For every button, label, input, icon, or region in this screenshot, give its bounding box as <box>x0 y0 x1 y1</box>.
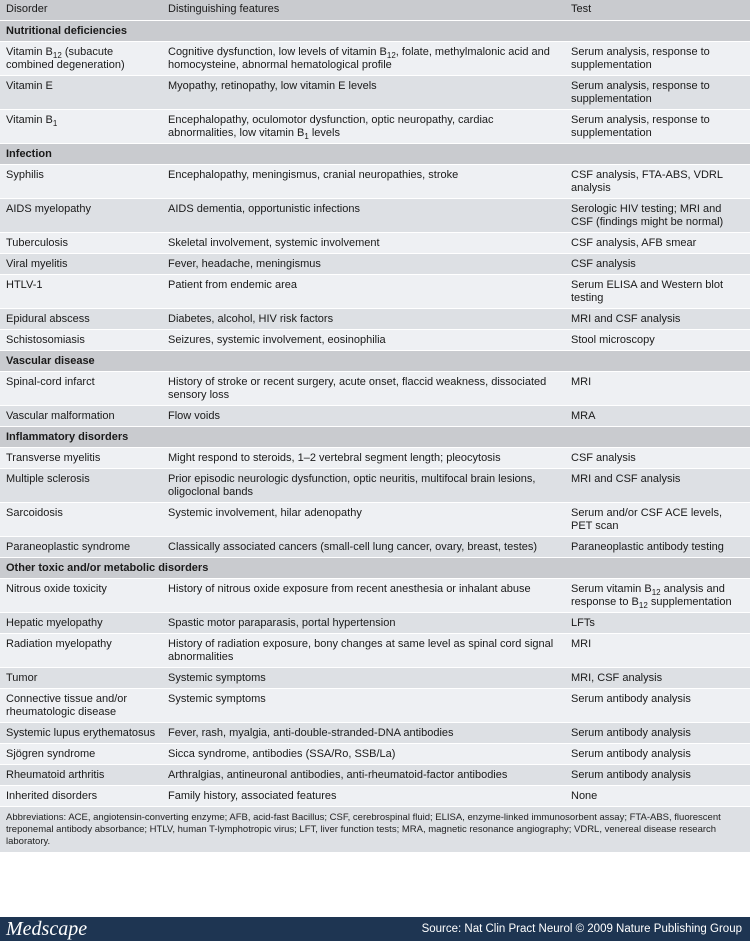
table-row <box>0 309 750 330</box>
cell-test: Serum analysis, response to supplementation <box>565 42 750 76</box>
cell-disorder: Sarcoidosis <box>0 503 162 537</box>
cell-features: Seizures, systemic involvement, eosinophilia <box>162 330 565 351</box>
cell-features: Patient from endemic area <box>162 275 565 309</box>
cell-test: CSF analysis <box>565 254 750 275</box>
cell-test: LFTs <box>565 613 750 634</box>
cell-test: Serum antibody analysis <box>565 744 750 765</box>
table-row <box>0 765 750 786</box>
cell-disorder: Viral myelitis <box>0 254 162 275</box>
section-title: Other toxic and/or metabolic disorders <box>0 558 750 579</box>
cell-test: MRI <box>565 372 750 406</box>
cell-disorder: Vascular malformation <box>0 406 162 427</box>
subscript: 1 <box>52 119 58 129</box>
cell-test: MRI, CSF analysis <box>565 668 750 689</box>
cell-test: CSF analysis, AFB smear <box>565 233 750 254</box>
cell-features: Skeletal involvement, systemic involvement <box>162 233 565 254</box>
cell-features: Classically associated cancers (small-cell lung cancer, ovary, breast, testes) <box>162 537 565 558</box>
cell-disorder: Epidural abscess <box>0 309 162 330</box>
cell-features: Diabetes, alcohol, HIV risk factors <box>162 309 565 330</box>
cell-disorder: Vitamin $B_1$ <box>0 110 162 144</box>
table-row <box>0 469 750 503</box>
cell-disorder: Multiple sclerosis <box>0 469 162 503</box>
cell-features: Systemic symptoms <box>162 668 565 689</box>
table-body <box>0 21 750 807</box>
table-row <box>0 537 750 558</box>
cell-disorder: AIDS myelopathy <box>0 199 162 233</box>
cell-test: Serum antibody analysis <box>565 723 750 744</box>
cell-features: Encephalopathy, meningismus, cranial neuropathies, stroke <box>162 165 565 199</box>
table-row <box>0 786 750 807</box>
cell-test: Serum analysis, response to supplementation <box>565 76 750 110</box>
subscript: 1 <box>304 132 309 142</box>
table-row <box>0 165 750 199</box>
source-credit: Source: Nat Clin Pract Neurol © 2009 Nature Publishing Group <box>421 923 742 935</box>
cell-test: Serum ELISA and Western blot testing <box>565 275 750 309</box>
table-row <box>0 76 750 110</box>
section-title: Vascular disease <box>0 351 750 372</box>
cell-disorder: Tuberculosis <box>0 233 162 254</box>
cell-test: Paraneoplastic antibody testing <box>565 537 750 558</box>
table-row <box>0 372 750 406</box>
table-row <box>0 668 750 689</box>
section-header-row <box>0 558 750 579</box>
cell-test: Serum antibody analysis <box>565 765 750 786</box>
cell-disorder: Syphilis <box>0 165 162 199</box>
section-header-row <box>0 144 750 165</box>
cell-test: Serum analysis, response to supplementation <box>565 110 750 144</box>
subscript: 12 <box>638 601 648 611</box>
cell-features: History of stroke or recent surgery, acute onset, flaccid weakness, dissociated sensory loss <box>162 372 565 406</box>
abbreviations-footnote: Abbreviations: ACE, angiotensin-converting enzyme; AFB, acid-fast Bacillus; CSF, cerebrospinal fluid; ELISA, enzyme-linked immunosorbent assay; FTA-ABS, fluorescent treponemal antibody absorbance; HTLV, human T-lymphotropic virus; LFT, liver function tests; MRA, magnetic resonance angiography; VDRL, venereal disease research laboratory. <box>0 807 750 852</box>
cell-features: AIDS dementia, opportunistic infections <box>162 199 565 233</box>
cell-features: Arthralgias, antineuronal antibodies, anti-rheumatoid-factor antibodies <box>162 765 565 786</box>
table-row <box>0 579 750 613</box>
cell-disorder: Systemic lupus erythematosus <box>0 723 162 744</box>
cell-disorder: Radiation myelopathy <box>0 634 162 668</box>
table-row <box>0 275 750 309</box>
cell-features: Systemic involvement, hilar adenopathy <box>162 503 565 537</box>
section-title: Nutritional deficiencies <box>0 21 750 42</box>
footer-bar <box>0 917 750 941</box>
cell-test: MRA <box>565 406 750 427</box>
table-row <box>0 254 750 275</box>
cell-disorder: Nitrous oxide toxicity <box>0 579 162 613</box>
cell-test: None <box>565 786 750 807</box>
cell-features: Spastic motor paraparasis, portal hypertension <box>162 613 565 634</box>
cell-disorder: Vitamin $B_{12}$ (subacute combined degeneration) <box>0 42 162 76</box>
cell-features: Prior episodic neurologic dysfunction, optic neuritis, multifocal brain lesions, oligoclonal bands <box>162 469 565 503</box>
subscript: 12 <box>386 51 396 61</box>
cell-features: Flow voids <box>162 406 565 427</box>
cell-features: Cognitive dysfunction, low levels of vitamin $B_{12}$, folate, methylmalonic acid and homocysteine, abnormal hematological profile <box>162 42 565 76</box>
table-row <box>0 406 750 427</box>
subscript: 12 <box>52 51 62 61</box>
table-row <box>0 689 750 723</box>
table-row <box>0 199 750 233</box>
cell-disorder: Schistosomiasis <box>0 330 162 351</box>
cell-features: Might respond to steroids, 1–2 vertebral segment length; pleocytosis <box>162 448 565 469</box>
header-features: Distinguishing features <box>162 0 565 21</box>
cell-disorder: Tumor <box>0 668 162 689</box>
cell-disorder: HTLV-1 <box>0 275 162 309</box>
header-disorder: Disorder <box>0 0 162 21</box>
cell-disorder: Spinal-cord infarct <box>0 372 162 406</box>
subscript: 12 <box>651 588 661 598</box>
cell-test: Serum vitamin $B_{12}$ analysis and response to $B_{12}$ supplementation <box>565 579 750 613</box>
cell-features: History of nitrous oxide exposure from recent anesthesia or inhalant abuse <box>162 579 565 613</box>
cell-test: CSF analysis, FTA-ABS, VDRL analysis <box>565 165 750 199</box>
cell-test: Serologic HIV testing; MRI and CSF (findings might be normal) <box>565 199 750 233</box>
cell-disorder: Hepatic myelopathy <box>0 613 162 634</box>
table-row <box>0 613 750 634</box>
table-row <box>0 110 750 144</box>
cell-test: MRI and CSF analysis <box>565 469 750 503</box>
table-row <box>0 634 750 668</box>
section-header-row <box>0 351 750 372</box>
cell-features: Fever, rash, myalgia, anti-double-stranded-DNA antibodies <box>162 723 565 744</box>
table-row <box>0 503 750 537</box>
cell-disorder: Vitamin E <box>0 76 162 110</box>
table-header-row <box>0 0 750 21</box>
section-title: Inflammatory disorders <box>0 427 750 448</box>
cell-disorder: Sjögren syndrome <box>0 744 162 765</box>
table-row <box>0 42 750 76</box>
section-header-row <box>0 427 750 448</box>
cell-features: Family history, associated features <box>162 786 565 807</box>
table-row <box>0 448 750 469</box>
section-header-row <box>0 21 750 42</box>
table-row <box>0 744 750 765</box>
cell-features: Myopathy, retinopathy, low vitamin E levels <box>162 76 565 110</box>
header-test: Test <box>565 0 750 21</box>
section-title: Infection <box>0 144 750 165</box>
cell-disorder: Paraneoplastic syndrome <box>0 537 162 558</box>
cell-test: MRI <box>565 634 750 668</box>
cell-disorder: Connective tissue and/or rheumatologic disease <box>0 689 162 723</box>
cell-disorder: Rheumatoid arthritis <box>0 765 162 786</box>
cell-features: Sicca syndrome, antibodies (SSA/Ro, SSB/La) <box>162 744 565 765</box>
cell-test: MRI and CSF analysis <box>565 309 750 330</box>
table-row <box>0 233 750 254</box>
cell-features: Fever, headache, meningismus <box>162 254 565 275</box>
cell-features: History of radiation exposure, bony changes at same level as spinal cord signal abnormalities <box>162 634 565 668</box>
table-row <box>0 330 750 351</box>
cell-test: Serum antibody analysis <box>565 689 750 723</box>
cell-disorder: Inherited disorders <box>0 786 162 807</box>
cell-test: Stool microscopy <box>565 330 750 351</box>
cell-test: CSF analysis <box>565 448 750 469</box>
medscape-logo: Medscape <box>6 918 88 940</box>
cell-test: Serum and/or CSF ACE levels, PET scan <box>565 503 750 537</box>
cell-features: Encephalopathy, oculomotor dysfunction, optic neuropathy, cardiac abnormalities, low vitamin $B_1$ levels <box>162 110 565 144</box>
table-row <box>0 723 750 744</box>
cell-disorder: Transverse myelitis <box>0 448 162 469</box>
cell-features: Systemic symptoms <box>162 689 565 723</box>
